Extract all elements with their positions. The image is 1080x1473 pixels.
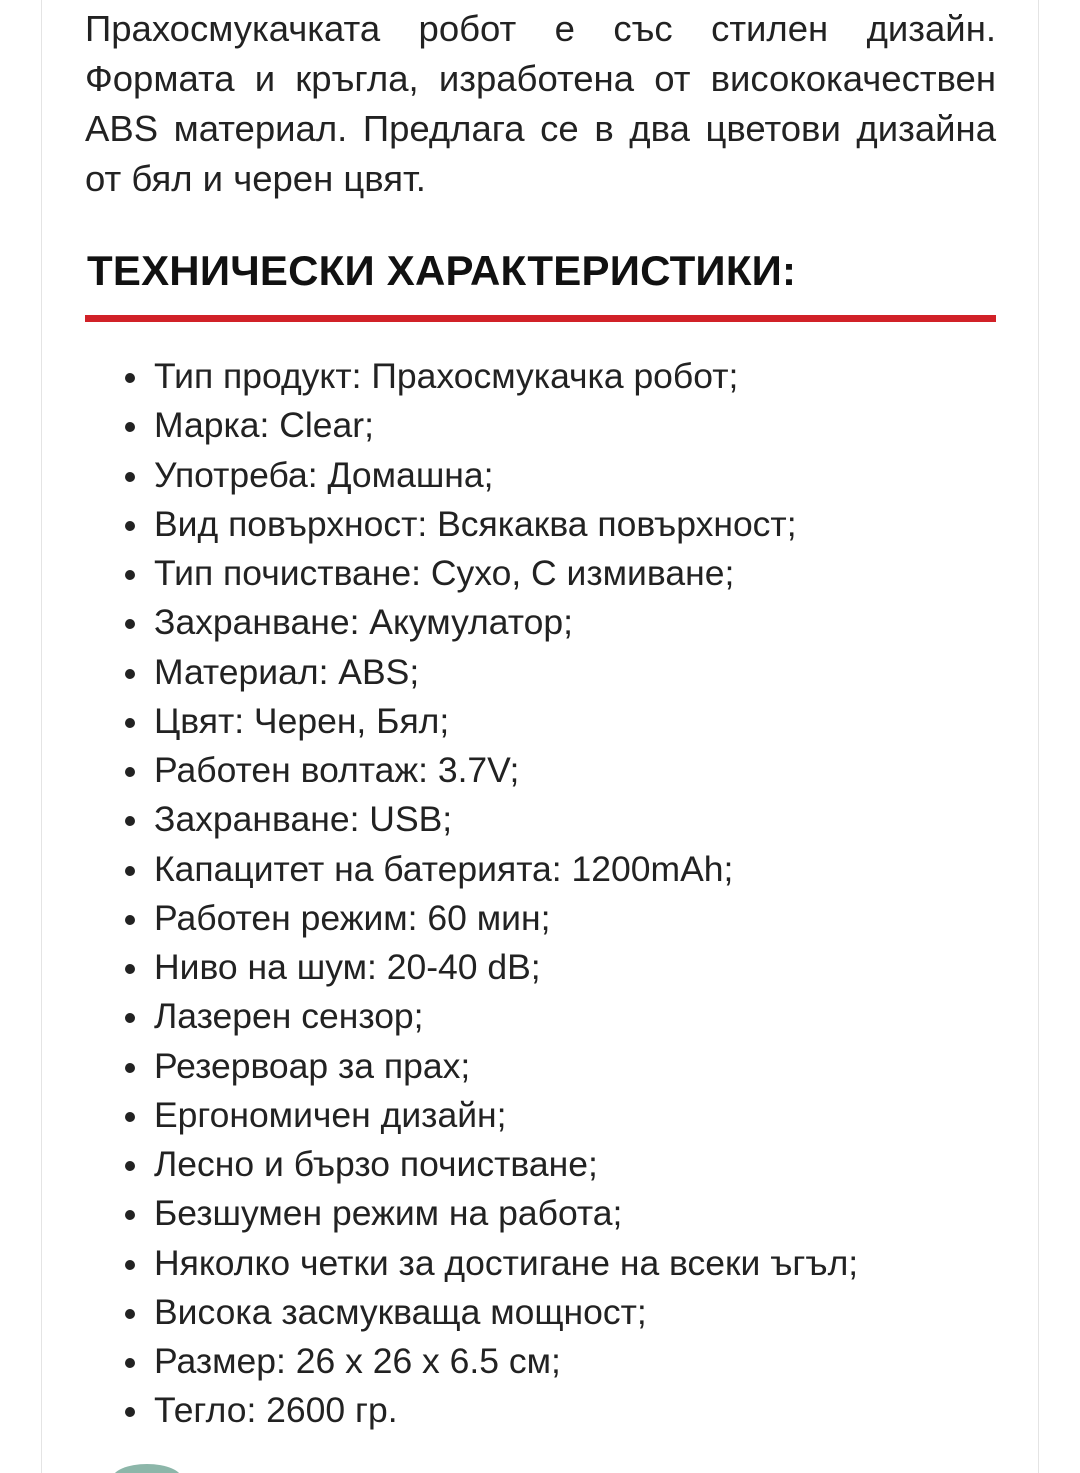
specs-heading: ТЕХНИЧЕСКИ ХАРАКТЕРИСТИКИ:	[87, 247, 797, 294]
bullet-icon	[125, 1260, 135, 1270]
bullet-icon	[125, 1013, 135, 1023]
bullet-icon	[125, 669, 135, 679]
spec-text: Захранване: Акумулатор;	[154, 602, 573, 643]
spec-text: Употреба: Домашна;	[154, 454, 494, 495]
bullet-icon	[125, 1407, 135, 1417]
spec-item	[118, 1288, 858, 1337]
spec-text: Няколко четки за достигане на всеки ъгъл;	[154, 1242, 859, 1283]
bullet-icon	[125, 866, 135, 876]
heading-underline	[85, 315, 996, 322]
spec-item	[118, 352, 858, 401]
spec-text: Тип продукт: Прахосмукачка робот;	[154, 356, 739, 396]
bullet-icon	[125, 1063, 135, 1073]
spec-item	[118, 648, 858, 697]
spec-text: Капацитет на батерията: 1200mAh;	[154, 848, 734, 889]
spec-text: Работен режим: 60 мин;	[154, 897, 551, 938]
bullet-icon	[125, 1210, 135, 1220]
spec-text: Резервоар за прах;	[154, 1045, 471, 1086]
spec-text: Лесно и бързо почистване;	[154, 1144, 598, 1184]
spec-item	[118, 1140, 858, 1189]
spec-item	[118, 746, 858, 795]
spec-item	[118, 795, 858, 844]
bullet-icon	[125, 767, 135, 777]
spec-text: Размер: 26 x 26 x 6.5 см;	[154, 1341, 561, 1381]
spec-text: Ниво на шум: 20-40 dB;	[154, 947, 541, 987]
spec-item	[118, 1239, 858, 1288]
spec-text: Висока засмукваща мощност;	[154, 1291, 647, 1332]
spec-item	[118, 1386, 858, 1435]
product-description: Прахосмукачката робот е със стилен дизайн. Формата и кръгла, изработена от висококачествен ABS материал. Предлага се в два цветови дизайна от бял и черен цвят.	[85, 8, 996, 199]
bullet-icon	[125, 915, 135, 925]
bullet-icon	[125, 1309, 135, 1319]
bullet-icon	[125, 718, 135, 728]
spec-text: Захранване: USB;	[154, 799, 453, 840]
spec-text: Тегло: 2600 гр.	[154, 1390, 398, 1431]
bullet-icon	[125, 816, 135, 826]
spec-item	[118, 451, 858, 500]
bullet-icon	[125, 422, 135, 432]
spec-text: Тип почистване: Сухо, С измиване;	[154, 553, 735, 593]
spec-text: Ергономичен дизайн;	[154, 1094, 507, 1135]
spec-item	[118, 1042, 858, 1091]
spec-item	[118, 992, 858, 1041]
spec-item	[118, 894, 858, 943]
spec-text: Безшумен режим на работа;	[154, 1193, 623, 1234]
bullet-icon	[125, 373, 135, 383]
spec-text: Лазерен сензор;	[154, 996, 424, 1037]
spec-item	[118, 1091, 858, 1140]
spec-text: Марка: Clear;	[154, 405, 374, 446]
specs-list	[118, 352, 858, 1436]
spec-text: Материал: ABS;	[154, 651, 420, 692]
spec-item	[118, 598, 858, 647]
spec-item	[118, 943, 858, 992]
spec-item	[118, 697, 858, 746]
spec-item	[118, 1337, 858, 1386]
bullet-icon	[125, 1161, 135, 1171]
spec-text: Вид повърхност: Всякаква повърхност;	[154, 503, 797, 544]
bullet-icon	[125, 964, 135, 974]
spec-text: Цвят: Черен, Бял;	[154, 700, 450, 741]
spec-item	[118, 500, 858, 549]
spec-item	[118, 549, 858, 598]
bullet-icon	[125, 472, 135, 482]
bullet-icon	[125, 521, 135, 531]
bullet-icon	[125, 570, 135, 580]
bullet-icon	[125, 1112, 135, 1122]
bullet-icon	[125, 619, 135, 629]
bullet-icon	[125, 1358, 135, 1368]
spec-item	[118, 845, 858, 894]
spec-text: Работен волтаж: 3.7V;	[154, 750, 520, 790]
spec-item	[118, 1189, 858, 1238]
spec-item	[118, 401, 858, 450]
